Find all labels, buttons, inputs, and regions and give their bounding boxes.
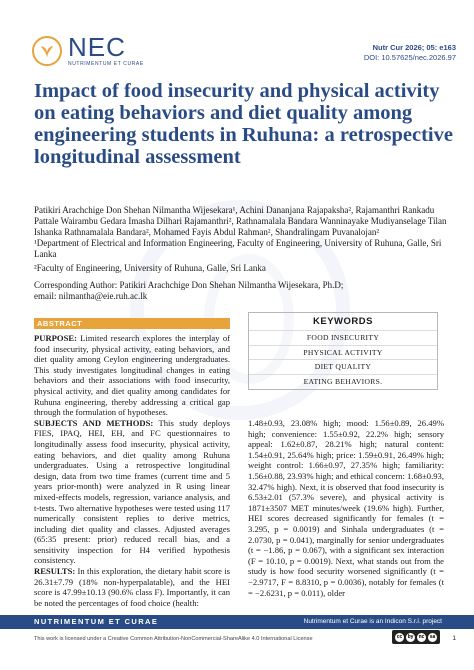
- abstract-purpose: [34, 333, 230, 418]
- citation-meta: [364, 43, 456, 63]
- corresponding-email-link[interactable]: email: nilmantha@eie.ruh.ac.lk: [34, 291, 148, 301]
- purpose-text: Limited research explores the interplay of food insecurity, physical activity, eating behaviors, and diet quality among Ceylon engineering undergraduates. This study investigates longitudinal changes in eating behaviors and their associations with food insecurity, physical activity, and diet quality among candidates for Ruhuna engineering, thereby addressing a critical gap through the formulation of hypotheses.: [34, 333, 230, 418]
- methods-label: SUBJECTS AND METHODS:: [34, 417, 154, 428]
- creative-commons-badge-icon[interactable]: [392, 630, 440, 644]
- keywords-box: [248, 312, 438, 390]
- keywords-heading: KEYWORDS: [313, 316, 373, 327]
- keywords-list: [249, 330, 437, 388]
- keyword-item: DIET QUALITY: [249, 359, 437, 374]
- author-list: Patikiri Arachchige Don Shehan Nilmantha Wijesekara¹, Achini Dananjana Rajapaksha², Rajamanthri Rankadu Pattale Wairambu Gedara Imasha Dilhari Rajamanthri², Rathnamalala Bandara Wanninayake Mudiyanselage Tilan Ishanka Rathnamalala Bandara², Mohamed Fayis Abdul Rahman², Shandralingam Puvanalojan²: [34, 205, 447, 237]
- cc-icon: cc: [396, 633, 403, 640]
- noncommercial-icon: nc: [418, 633, 425, 640]
- journal-brand: NEC: [68, 32, 126, 62]
- sharealike-icon: sa: [429, 633, 436, 640]
- journal-brand-subtitle: NUTRIMENTUM ET CURAE: [68, 61, 144, 67]
- journal-header: [0, 0, 474, 75]
- corresponding-author: [34, 280, 454, 302]
- abstract-results-continued: 1.48±0.93, 23.08% high; mood: 1.56±0.89, 26.49% high; convenience: 1.55±0.92, 22.2% high; sensory appeal: 1.62±0.87, 28.21% high; natural content: 1.54±0.91, 25.64% high; price: 1.59±0.91, 26.49% high; weight control: 1.66±0.97, 27.35% high; familiarity: 1.56±0.88, 23.93% high; and ethical concern: 1.68±0.93, 32.47% high). Next, it is observed that food insecurity is 6.53±2.01 (57.3% severe), and physical activity is 1871±3507 MET minutes/week (19.6% high). Further, HEI scores decreased significantly for females (t = 3.295, p = 0.0019) and Sinhala undergraduates (t = 2.0730, p = 0.041), marginally for senior undergraduates (t = −1.86, p = 0.067), with a significant sex interaction (F = 10.10, p = 0.0019). Next, what stands out from the study is how food security worsened significantly (t = −2.9717, F = 8.8310, p = 0.0036), notably for females (t = −2.6231, p = 0.011), older: [248, 418, 444, 598]
- keyword-item: PHYSICAL ACTIVITY: [249, 345, 437, 360]
- results-text: In this exploration, the dietary habit score is 26.31±7.79 (18% non-hyperpalatable), and the HEI score is 47.99±10.13 (90.6% class F). Importantly, it can be noted the percentages of food choice (health:: [34, 566, 230, 608]
- page-number: 1: [452, 635, 456, 642]
- abstract-heading: ABSTRACT: [34, 318, 230, 329]
- doi-link[interactable]: DOI: 10.57625/nec.2026.97: [363, 53, 456, 62]
- footer-publisher-note: Nutrimentum et Curae is an Indicon S.r.l. project: [303, 618, 442, 625]
- article-title: Impact of food insecurity and physical activity on eating behaviors and diet quality among engineering students in Ruhuna: a retrospective longitudinal assessment: [34, 80, 453, 168]
- attribution-icon: by: [407, 633, 414, 640]
- abstract-results: [34, 566, 230, 608]
- journal-citation: Nutr Cur 2026; 05: e163: [372, 43, 456, 52]
- affiliation-1: ¹Department of Electrical and Information Engineering, Faculty of Engineering, University of Ruhuna, Galle, Sri Lanka: [34, 238, 442, 259]
- corresponding-author-line: Corresponding Author: Patikiri Arachchige Don Shehan Nilmantha Wijesekara, Ph.D;: [34, 280, 344, 290]
- footer-journal-name: NUTRIMENTUM ET CURAE: [34, 617, 159, 626]
- leaf-icon: [37, 41, 57, 61]
- keyword-item: FOOD INSECURITY: [249, 330, 437, 345]
- results-label: RESULTS:: [34, 566, 76, 577]
- keyword-item: EATING BEHAVIORS.: [249, 374, 437, 389]
- methods-text: This study deploys FIES, IPAQ, HEI, EH, and FC questionnaires to longitudinally assess food insecurity, physical activity, eating behaviors, and diet quality among Ruhuna undergraduates. Using a retrospective longitudinal design, data from two time frames (current time and 5 years prior-month) were analyzed in R using linear mixed-effects models, regression, variance analysis, and t-tests. Two alternative hypotheses were tested using 117 numerically consistent replies to derive metrics, including diet quality and classes. Adjusted averages (65:35 present: prior) reduced recall bias, and a sensitivity inspection for H4 verified hypothesis consistency.: [34, 417, 230, 566]
- license-link[interactable]: This work is licensed under a Creative Common Attribution-NonCommercial-ShareAlike 4.0 International License: [34, 636, 313, 642]
- affiliation-2: ²Faculty of Engineering, University of Ruhuna, Galle, Sri Lanka: [34, 263, 266, 273]
- purpose-label: PURPOSE:: [34, 333, 77, 343]
- journal-logo-icon: [32, 36, 62, 66]
- abstract-methods: [34, 418, 230, 566]
- abstract-body: [34, 333, 230, 608]
